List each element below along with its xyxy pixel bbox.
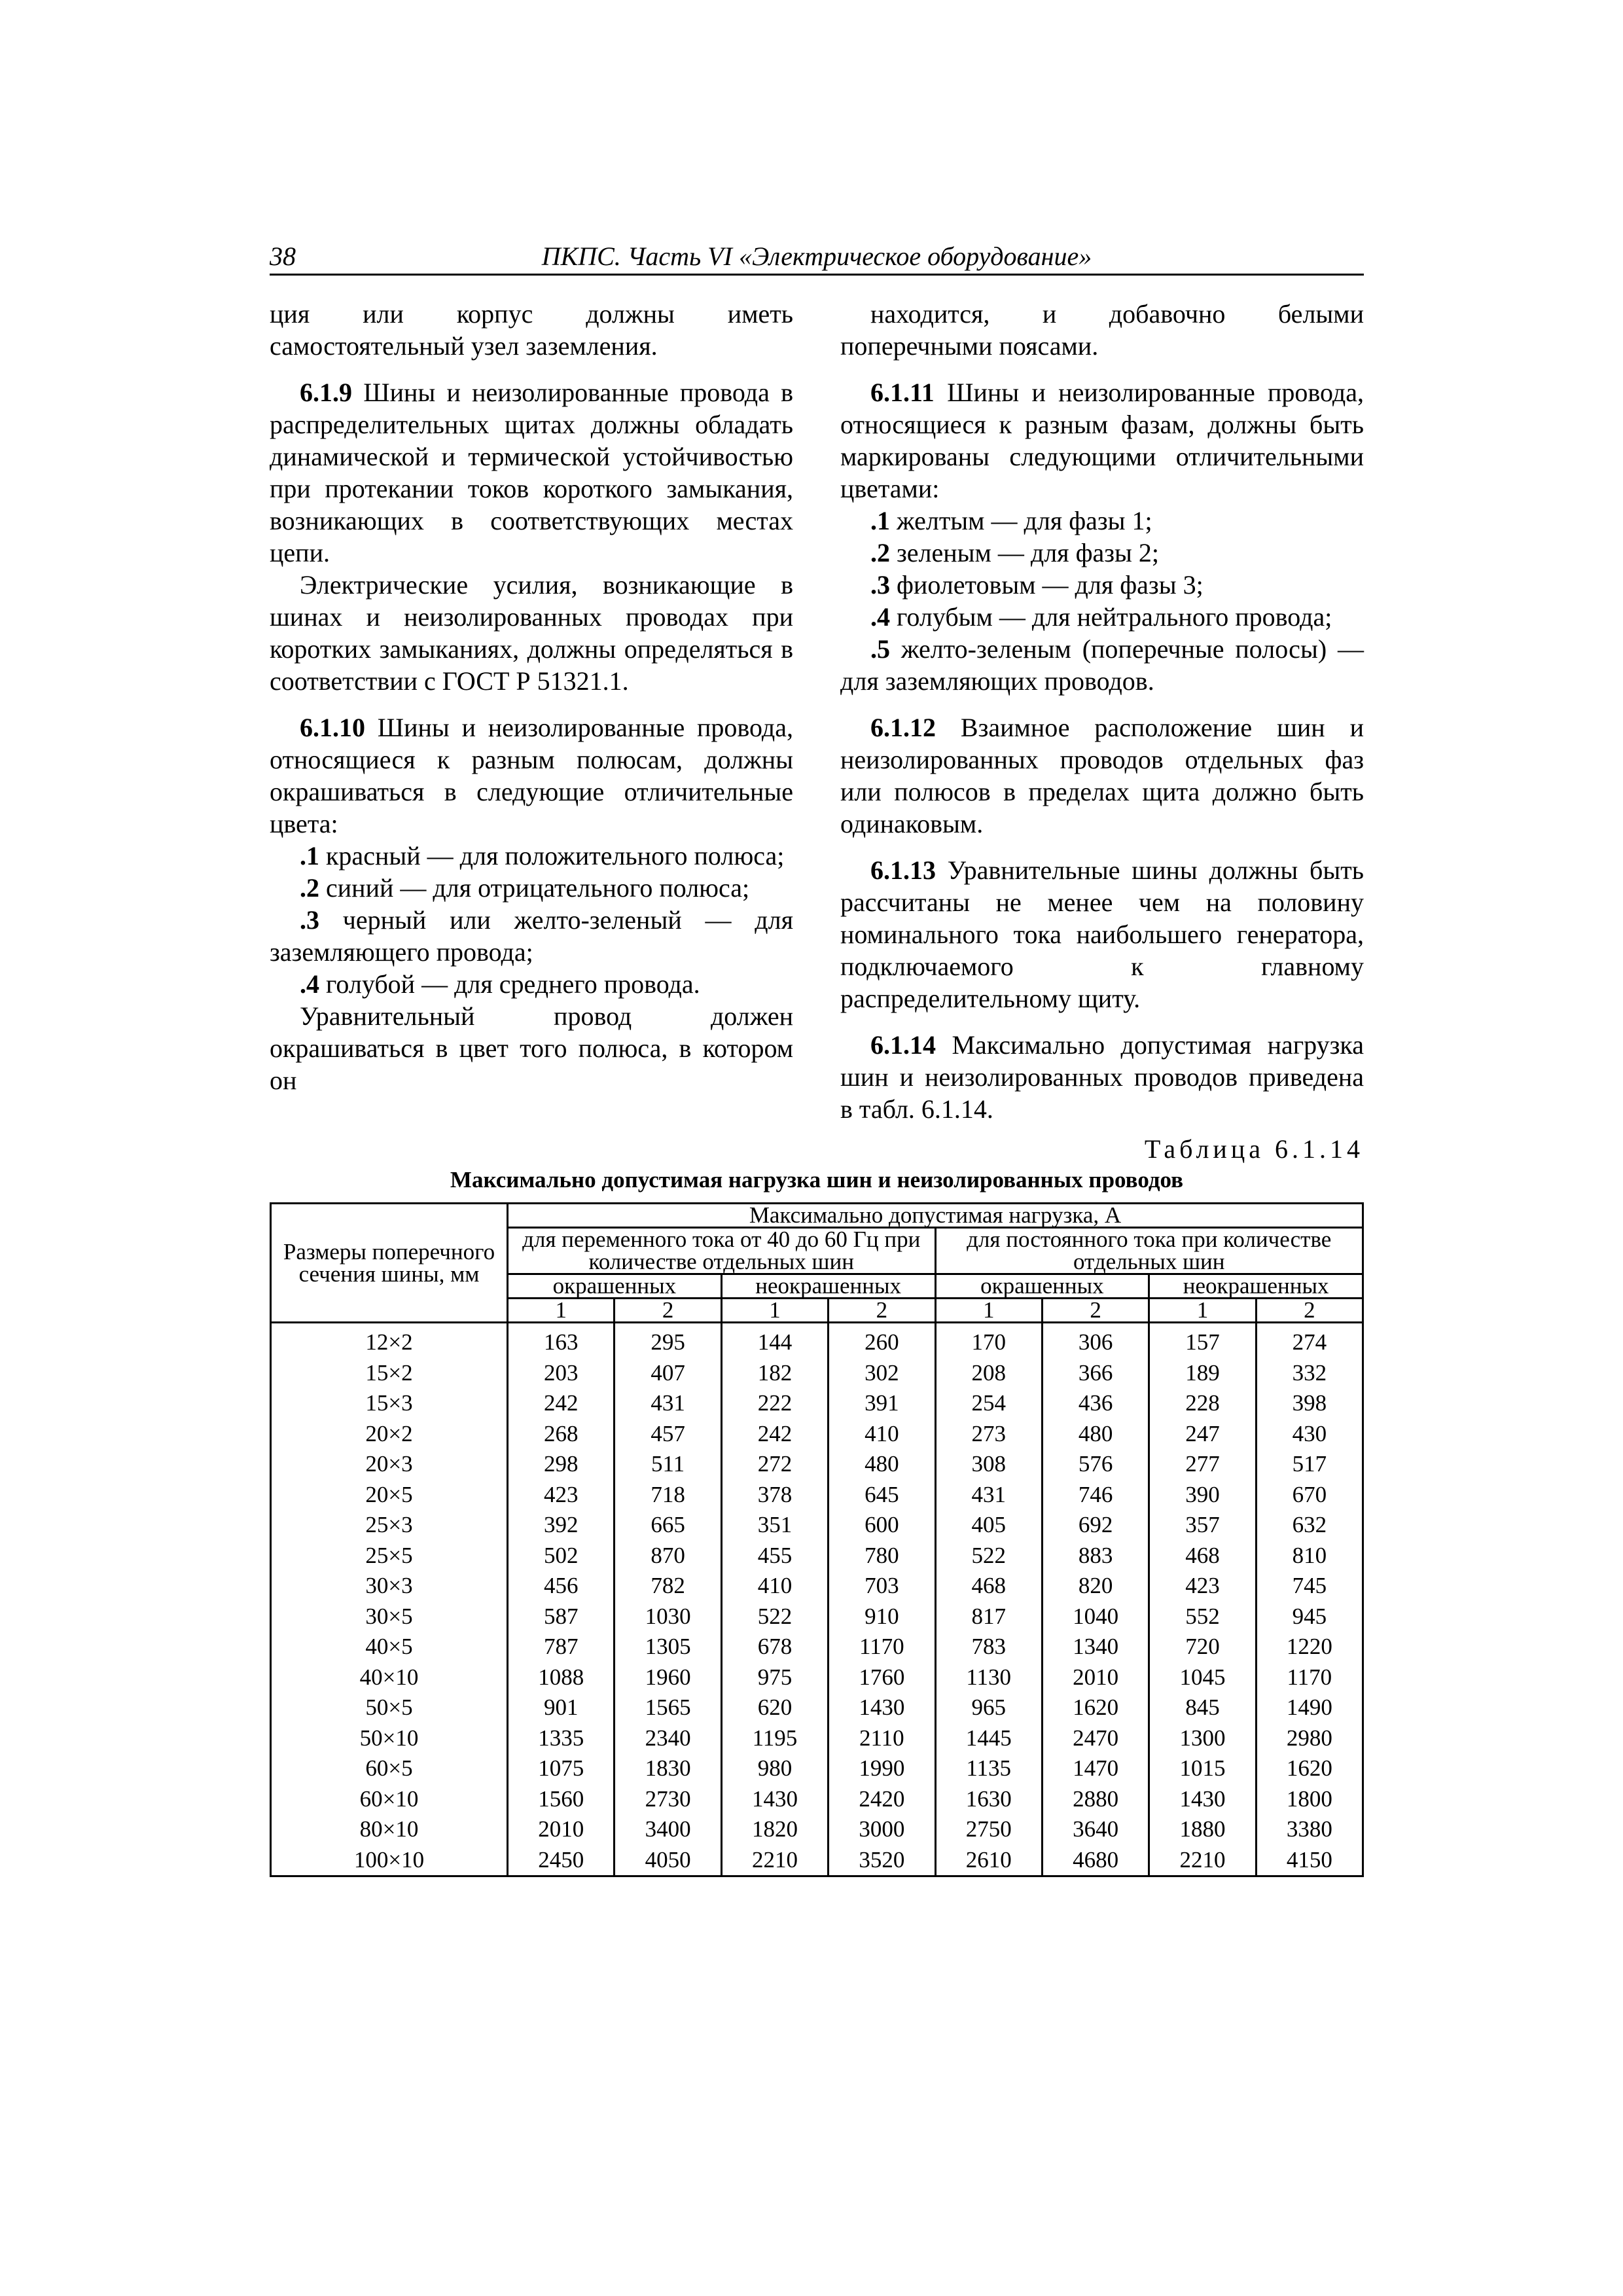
count-header: 1 — [935, 1299, 1042, 1323]
load-cell: 1990 — [829, 1753, 935, 1784]
dc-painted-header: окрашенных — [935, 1274, 1149, 1299]
load-cell: 845 — [1149, 1693, 1256, 1723]
count-header: 2 — [615, 1299, 721, 1323]
load-cell: 391 — [829, 1388, 935, 1419]
table-row — [271, 1753, 1363, 1784]
load-cell: 351 — [721, 1510, 828, 1541]
load-cell: 576 — [1042, 1449, 1149, 1480]
list-item — [840, 537, 1364, 569]
load-cell: 1820 — [721, 1814, 828, 1845]
size-cell: 60×10 — [271, 1784, 508, 1815]
load-cell: 720 — [1149, 1632, 1256, 1662]
load-cell: 910 — [829, 1602, 935, 1632]
load-cell: 357 — [1149, 1510, 1256, 1541]
size-header: Размеры поперечного сечения шины, мм — [271, 1204, 508, 1323]
item-text: желто-зеленым (поперечные полосы) — для заземляющих проводов. — [840, 634, 1364, 696]
load-cell: 901 — [508, 1693, 615, 1723]
item-number: .3 — [300, 905, 319, 935]
load-cell: 410 — [829, 1419, 935, 1450]
load-cell: 163 — [508, 1323, 615, 1358]
load-cell: 182 — [721, 1358, 828, 1389]
load-cell: 522 — [721, 1602, 828, 1632]
load-cell: 1620 — [1256, 1753, 1363, 1784]
load-cell: 430 — [1256, 1419, 1363, 1450]
table-row — [271, 1358, 1363, 1389]
load-cell: 2980 — [1256, 1723, 1363, 1754]
item-text: желтым — для фазы 1; — [890, 506, 1152, 535]
size-cell: 25×3 — [271, 1510, 508, 1541]
load-cell: 1630 — [935, 1784, 1042, 1815]
page-number: 38 — [270, 242, 296, 271]
load-cell: 965 — [935, 1693, 1042, 1723]
table-row — [271, 1723, 1363, 1754]
table-row — [271, 1323, 1363, 1358]
load-cell: 703 — [829, 1571, 935, 1602]
ac-header: для переменного тока от 40 до 60 Гц при количестве отдельных шин — [508, 1228, 936, 1274]
load-cell: 3000 — [829, 1814, 935, 1845]
size-cell: 30×3 — [271, 1571, 508, 1602]
load-cell: 1135 — [935, 1753, 1042, 1784]
load-cell: 522 — [935, 1541, 1042, 1571]
section-number: 6.1.9 — [300, 378, 352, 407]
load-header: Максимально допустимая нагрузка, А — [508, 1204, 1363, 1228]
load-cell: 189 — [1149, 1358, 1256, 1389]
size-cell: 40×5 — [271, 1632, 508, 1662]
load-cell: 1130 — [935, 1662, 1042, 1693]
load-cell: 468 — [1149, 1541, 1256, 1571]
load-cell: 254 — [935, 1388, 1042, 1419]
load-cell: 1760 — [829, 1662, 935, 1693]
size-cell: 15×3 — [271, 1388, 508, 1419]
size-cell: 15×2 — [271, 1358, 508, 1389]
section-text: Максимально допустимая нагрузка шин и неизолированных проводов приведена в табл. 6.1.14. — [840, 1030, 1364, 1124]
load-cell: 502 — [508, 1541, 615, 1571]
load-cell: 4150 — [1256, 1845, 1363, 1876]
load-cell: 3640 — [1042, 1814, 1149, 1845]
load-cell: 782 — [615, 1571, 721, 1602]
load-cell: 332 — [1256, 1358, 1363, 1389]
load-cell: 678 — [721, 1632, 828, 1662]
load-cell: 810 — [1256, 1541, 1363, 1571]
section-number: 6.1.13 — [870, 855, 936, 885]
dc-header: для постоянного тока при количестве отдельных шин — [935, 1228, 1363, 1274]
section-text: Шины и неизолированные провода, относящиеся к разным полюсам, должны окрашиваться в следующие отличительные цвета: — [270, 713, 793, 838]
list-item — [840, 633, 1364, 697]
load-cell: 745 — [1256, 1571, 1363, 1602]
section-number: 6.1.14 — [870, 1030, 936, 1060]
ac-unpainted-header: неокрашенных — [721, 1274, 935, 1299]
item-text: голубой — для среднего провода. — [319, 969, 700, 999]
ac-painted-header: окрашенных — [508, 1274, 722, 1299]
list-item — [840, 505, 1364, 537]
load-cell: 1300 — [1149, 1723, 1256, 1754]
load-cell: 1335 — [508, 1723, 615, 1754]
load-cell: 2210 — [721, 1845, 828, 1876]
load-cell: 1340 — [1042, 1632, 1149, 1662]
load-cell: 3520 — [829, 1845, 935, 1876]
count-header: 1 — [1149, 1299, 1256, 1323]
load-cell: 945 — [1256, 1602, 1363, 1632]
load-table — [270, 1202, 1364, 1877]
load-cell: 511 — [615, 1449, 721, 1480]
size-cell: 60×5 — [271, 1753, 508, 1784]
section-6-1-9 — [270, 376, 793, 569]
load-cell: 692 — [1042, 1510, 1149, 1541]
load-cell: 302 — [829, 1358, 935, 1389]
item-number: .1 — [870, 506, 890, 535]
load-cell: 1560 — [508, 1784, 615, 1815]
load-cell: 431 — [615, 1388, 721, 1419]
table-row — [271, 1662, 1363, 1693]
load-cell: 468 — [935, 1571, 1042, 1602]
item-text: черный или желто-зеленый — для заземляющего провода; — [270, 905, 793, 967]
load-cell: 1470 — [1042, 1753, 1149, 1784]
load-cell: 2210 — [1149, 1845, 1256, 1876]
count-header: 1 — [508, 1299, 615, 1323]
load-cell: 2750 — [935, 1814, 1042, 1845]
load-cell: 1565 — [615, 1693, 721, 1723]
load-cell: 208 — [935, 1358, 1042, 1389]
paragraph: Уравнительный провод должен окрашиваться в цвет того полюса, в котором он — [270, 1001, 793, 1095]
load-cell: 436 — [1042, 1388, 1149, 1419]
item-number: .5 — [870, 634, 890, 664]
size-cell: 80×10 — [271, 1814, 508, 1845]
size-cell: 25×5 — [271, 1541, 508, 1571]
section-6-1-12 — [840, 711, 1364, 840]
item-text: синий — для отрицательного полюса; — [319, 873, 750, 903]
table-row — [271, 1632, 1363, 1662]
load-cell: 222 — [721, 1388, 828, 1419]
item-text: красный — для положительного полюса; — [319, 841, 785, 870]
paragraph: находится, и добавочно белыми поперечными поясами. — [840, 299, 1364, 361]
load-cell: 457 — [615, 1419, 721, 1450]
table-row — [271, 1845, 1363, 1876]
table-row — [271, 1541, 1363, 1571]
page-header — [270, 241, 1364, 276]
load-cell: 870 — [615, 1541, 721, 1571]
load-cell: 883 — [1042, 1541, 1149, 1571]
size-cell: 30×5 — [271, 1602, 508, 1632]
load-cell: 407 — [615, 1358, 721, 1389]
load-cell: 787 — [508, 1632, 615, 1662]
load-cell: 455 — [721, 1541, 828, 1571]
load-cell: 203 — [508, 1358, 615, 1389]
load-cell: 2340 — [615, 1723, 721, 1754]
load-cell: 423 — [1149, 1571, 1256, 1602]
load-cell: 228 — [1149, 1388, 1256, 1419]
load-cell: 552 — [1149, 1602, 1256, 1632]
list-item — [270, 904, 793, 968]
load-cell: 268 — [508, 1419, 615, 1450]
item-text: фиолетовым — для фазы 3; — [890, 570, 1204, 600]
load-cell: 975 — [721, 1662, 828, 1693]
load-cell: 157 — [1149, 1323, 1256, 1358]
load-cell: 2010 — [1042, 1662, 1149, 1693]
running-title: ПКПС. Часть VI «Электрическое оборудование» — [541, 242, 1092, 271]
load-cell: 273 — [935, 1419, 1042, 1450]
load-cell: 1040 — [1042, 1602, 1149, 1632]
load-cell: 277 — [1149, 1449, 1256, 1480]
load-cell: 456 — [508, 1571, 615, 1602]
load-cell: 1430 — [721, 1784, 828, 1815]
section-number: 6.1.10 — [300, 713, 365, 742]
load-cell: 431 — [935, 1480, 1042, 1511]
load-cell: 4050 — [615, 1845, 721, 1876]
load-cell: 298 — [508, 1449, 615, 1480]
item-text: голубым — для нейтрального провода; — [890, 602, 1332, 632]
item-number: .4 — [870, 602, 890, 632]
load-cell: 366 — [1042, 1358, 1149, 1389]
load-cell: 405 — [935, 1510, 1042, 1541]
table-label: Таблица 6.1.14 — [1144, 1134, 1364, 1164]
load-cell: 2010 — [508, 1814, 615, 1845]
load-cell: 410 — [721, 1571, 828, 1602]
item-text: зеленым — для фазы 2; — [890, 538, 1160, 567]
load-cell: 1015 — [1149, 1753, 1256, 1784]
section-text: Взаимное расположение шин и неизолированных проводов отдельных фаз или полюсов в пределах щита должно быть одинаковым. — [840, 713, 1364, 838]
section-6-1-10 — [270, 711, 793, 840]
load-cell: 3400 — [615, 1814, 721, 1845]
section-text: Уравнительные шины должны быть рассчитаны не менее чем на половину номинального тока наибольшего генератора, подключаемого к главному распределительному щиту. — [840, 855, 1364, 1013]
table-row — [271, 1602, 1363, 1632]
load-cell: 308 — [935, 1449, 1042, 1480]
load-cell: 1088 — [508, 1662, 615, 1693]
item-number: .4 — [300, 969, 319, 999]
load-cell: 1620 — [1042, 1693, 1149, 1723]
size-cell: 20×2 — [271, 1419, 508, 1450]
table-row — [271, 1571, 1363, 1602]
load-cell: 820 — [1042, 1571, 1149, 1602]
load-cell: 423 — [508, 1480, 615, 1511]
load-cell: 295 — [615, 1323, 721, 1358]
list-item — [840, 601, 1364, 633]
section-number: 6.1.12 — [870, 713, 936, 742]
right-column — [840, 298, 1364, 1125]
load-cell: 670 — [1256, 1480, 1363, 1511]
section-6-1-14 — [840, 1029, 1364, 1125]
size-cell: 12×2 — [271, 1323, 508, 1358]
count-header: 2 — [1042, 1299, 1149, 1323]
table-row — [271, 1510, 1363, 1541]
load-cell: 780 — [829, 1541, 935, 1571]
list-item — [270, 872, 793, 904]
load-cell: 587 — [508, 1602, 615, 1632]
load-cell: 980 — [721, 1753, 828, 1784]
load-cell: 260 — [829, 1323, 935, 1358]
dc-unpainted-header: неокрашенных — [1149, 1274, 1363, 1299]
load-cell: 1430 — [1149, 1784, 1256, 1815]
load-cell: 1030 — [615, 1602, 721, 1632]
load-cell: 1170 — [829, 1632, 935, 1662]
load-cell: 1430 — [829, 1693, 935, 1723]
section-6-1-13 — [840, 854, 1364, 1014]
table-row — [271, 1419, 1363, 1450]
count-header: 2 — [1256, 1299, 1363, 1323]
list-item — [840, 569, 1364, 601]
size-cell: 40×10 — [271, 1662, 508, 1693]
load-cell: 306 — [1042, 1323, 1149, 1358]
load-cell: 247 — [1149, 1419, 1256, 1450]
load-cell: 665 — [615, 1510, 721, 1541]
load-cell: 1445 — [935, 1723, 1042, 1754]
size-cell: 20×3 — [271, 1449, 508, 1480]
load-cell: 2450 — [508, 1845, 615, 1876]
item-number: .3 — [870, 570, 890, 600]
load-cell: 392 — [508, 1510, 615, 1541]
paragraph: ция или корпус должны иметь самостоятельный узел заземления. — [270, 299, 793, 361]
item-number: .2 — [870, 538, 890, 567]
load-cell: 2470 — [1042, 1723, 1149, 1754]
size-cell: 100×10 — [271, 1845, 508, 1876]
load-cell: 2880 — [1042, 1784, 1149, 1815]
size-cell: 50×5 — [271, 1693, 508, 1723]
table-row — [271, 1814, 1363, 1845]
load-cell: 1960 — [615, 1662, 721, 1693]
load-cell: 274 — [1256, 1323, 1363, 1358]
load-cell: 272 — [721, 1449, 828, 1480]
load-cell: 2730 — [615, 1784, 721, 1815]
load-cell: 1170 — [1256, 1662, 1363, 1693]
paragraph: Электрические усилия, возникающие в шинах и неизолированных проводах при коротких замыканиях, должны определяться в соответствии с ГОСТ Р 51321.1. — [270, 570, 793, 696]
table-row — [271, 1449, 1363, 1480]
load-cell: 144 — [721, 1323, 828, 1358]
load-cell: 378 — [721, 1480, 828, 1511]
load-cell: 1830 — [615, 1753, 721, 1784]
table-row — [271, 1388, 1363, 1419]
load-cell: 1305 — [615, 1632, 721, 1662]
load-cell: 242 — [508, 1388, 615, 1419]
section-number: 6.1.11 — [870, 378, 935, 407]
section-6-1-11 — [840, 376, 1364, 505]
load-cell: 398 — [1256, 1388, 1363, 1419]
load-cell: 170 — [935, 1323, 1042, 1358]
load-cell: 390 — [1149, 1480, 1256, 1511]
count-header: 1 — [721, 1299, 828, 1323]
table-row — [271, 1784, 1363, 1815]
load-cell: 746 — [1042, 1480, 1149, 1511]
list-item — [270, 968, 793, 1000]
table-row — [271, 1480, 1363, 1511]
load-cell: 1490 — [1256, 1693, 1363, 1723]
table-title: Максимально допустимая нагрузка шин и неизолированных проводов — [450, 1167, 1184, 1193]
load-cell: 242 — [721, 1419, 828, 1450]
load-cell: 3380 — [1256, 1814, 1363, 1845]
load-cell: 1195 — [721, 1723, 828, 1754]
load-cell: 2110 — [829, 1723, 935, 1754]
load-cell: 645 — [829, 1480, 935, 1511]
load-cell: 517 — [1256, 1449, 1363, 1480]
load-cell: 718 — [615, 1480, 721, 1511]
load-cell: 1045 — [1149, 1662, 1256, 1693]
load-cell: 1880 — [1149, 1814, 1256, 1845]
left-column — [270, 298, 793, 1096]
load-cell: 1220 — [1256, 1632, 1363, 1662]
load-cell: 1075 — [508, 1753, 615, 1784]
item-number: .2 — [300, 873, 319, 903]
load-cell: 1800 — [1256, 1784, 1363, 1815]
size-cell: 20×5 — [271, 1480, 508, 1511]
table-body — [271, 1323, 1363, 1876]
load-cell: 620 — [721, 1693, 828, 1723]
list-item — [270, 840, 793, 872]
load-cell: 2610 — [935, 1845, 1042, 1876]
load-cell: 783 — [935, 1632, 1042, 1662]
load-cell: 4680 — [1042, 1845, 1149, 1876]
load-cell: 817 — [935, 1602, 1042, 1632]
count-header: 2 — [829, 1299, 935, 1323]
load-cell: 480 — [1042, 1419, 1149, 1450]
section-text: Шины и неизолированные провода в распределительных щитах должны обладать динамической и термической устойчивостью при протекании токов короткого замыкания, возникающих в соответствующих местах цепи. — [270, 378, 793, 567]
section-text: Шины и неизолированные провода, относящиеся к разным фазам, должны быть маркированы следующими отличительными цветами: — [840, 378, 1364, 503]
load-cell: 632 — [1256, 1510, 1363, 1541]
load-cell: 600 — [829, 1510, 935, 1541]
table-row — [271, 1693, 1363, 1723]
size-cell: 50×10 — [271, 1723, 508, 1754]
item-number: .1 — [300, 841, 319, 870]
load-cell: 2420 — [829, 1784, 935, 1815]
load-cell: 480 — [829, 1449, 935, 1480]
